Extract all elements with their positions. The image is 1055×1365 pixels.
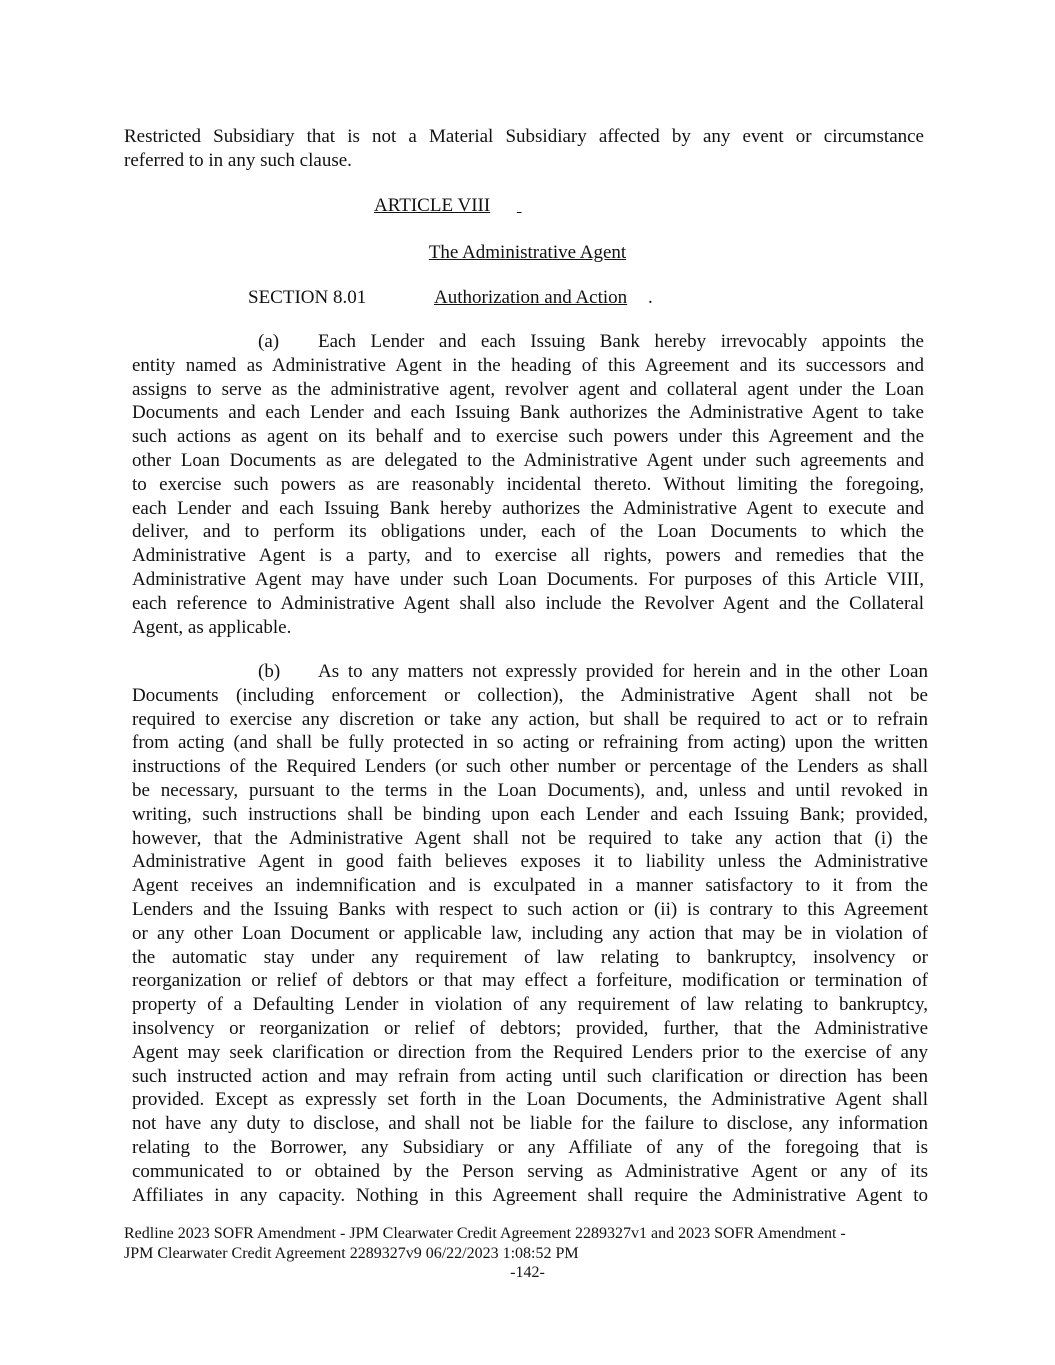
paragraph-a-label: (a) (258, 331, 280, 352)
paragraph-a-line: deliver, and to perform its obligations under, each of the Loan Documents to which the (132, 521, 924, 543)
paragraph-b-line: Lenders and the Issuing Banks with respect to such action or (ii) is contrary to this Agreement (132, 898, 928, 920)
paragraph-b-label: (b) (258, 661, 281, 682)
paragraph-b (132, 660, 928, 1207)
paragraph-a-line: Each Lender and each Issuing Bank hereby irrevocably appoints the (318, 331, 924, 352)
footer-line-1: Redline 2023 SOFR Amendment - JPM Clearwater Credit Agreement 2289327v1 and 2023 SOFR Amendment - (124, 1225, 846, 1242)
paragraph-b-first-line (132, 660, 928, 684)
article-title (0, 241, 1055, 265)
paragraph-b-line: required to exercise any discretion or take any action, but shall be required to act or to refrain (132, 708, 928, 730)
paragraph-b-line: however, that the Administrative Agent shall not be required to take any action that (i) the (132, 827, 928, 849)
paragraph-b-line: Agent may seek clarification or direction from the Required Lenders prior to the exercise of any (132, 1041, 928, 1063)
paragraph-a-line: entity named as Administrative Agent in the heading of this Agreement and its successors and (132, 354, 924, 376)
intro-line: referred to in any such clause. (124, 149, 352, 171)
paragraph-b-line: relating to the Borrower, any Subsidiary or any Affiliate of any of the foregoing that is (132, 1136, 928, 1158)
paragraph-b-line: As to any matters not expressly provided for herein and in the other Loan (318, 661, 928, 682)
paragraph-b-line: or any other Loan Document or applicable law, including any action that may be in violation of (132, 922, 928, 944)
paragraph-b-line: reorganization or relief of debtors or that may effect a forfeiture, modification or termination of (132, 970, 928, 992)
paragraph-a-line: Administrative Agent may have under such Loan Documents. For purposes of this Article VIII, (132, 568, 924, 590)
paragraph-a-line: Agent, as applicable. (132, 616, 292, 638)
paragraph-b-line: communicated to or obtained by the Person serving as Administrative Agent or any of its (132, 1160, 928, 1182)
paragraph-a-line: other Loan Documents as are delegated to the Administrative Agent under such agreements and (132, 449, 924, 471)
paragraph-a-line: each reference to Administrative Agent shall also include the Revolver Agent and the Collateral (132, 592, 924, 614)
section-heading (248, 286, 653, 310)
footer-line-2: JPM Clearwater Credit Agreement 2289327v9 06/22/2023 1:08:52 PM (124, 1245, 579, 1262)
article-number: ARTICLE VIII (374, 195, 491, 216)
article-title-text: The Administrative Agent (428, 242, 627, 263)
paragraph-b-line: property of a Defaulting Lender in violation of any requirement of law relating to bankruptcy, (132, 994, 928, 1016)
paragraph-b-line: Administrative Agent in good faith believes exposes it to liability unless the Administrative (132, 851, 928, 873)
paragraph-a-line: assigns to serve as the administrative agent, revolver agent and collateral agent under the Loan (132, 378, 924, 400)
paragraph-b-line: Affiliates in any capacity. Nothing in this Agreement shall require the Administrative Agent to (132, 1184, 928, 1206)
page-footer (124, 1224, 924, 1264)
intro-line: Restricted Subsidiary that is not a Material Subsidiary affected by any event or circumstance (124, 126, 924, 147)
page-number: -142- (510, 1264, 545, 1281)
intro-paragraph (124, 125, 924, 173)
paragraph-b-line: Documents (including enforcement or collection), the Administrative Agent shall not be (132, 684, 928, 706)
section-title: Authorization and Action (434, 287, 628, 308)
paragraph-b-line: Agent receives an indemnification and is exculpated in a manner satisfactory to it from the (132, 875, 928, 897)
article-underline-trail (490, 194, 548, 218)
paragraph-a-line: to exercise such powers as are reasonably incidental thereto. Without limiting the foregoing, (132, 473, 924, 495)
paragraph-b-line: the automatic stay under any requirement of law relating to bankruptcy, insolvency or (132, 946, 928, 968)
paragraph-b-line: not have any duty to disclose, and shall not be liable for the failure to disclose, any information (132, 1113, 928, 1135)
section-number: SECTION 8.01 (248, 287, 367, 308)
article-heading (374, 194, 548, 218)
paragraph-b-line: instructions of the Required Lenders (or such other number or percentage of the Lenders as shall (132, 756, 928, 778)
section-title-period: . (648, 287, 653, 308)
paragraph-b-line: provided. Except as expressly set forth in the Loan Documents, the Administrative Agent shall (132, 1089, 928, 1111)
paragraph-a (132, 330, 924, 639)
paragraph-b-line: insolvency or reorganization or relief of debtors; provided, further, that the Administrative (132, 1017, 928, 1039)
paragraph-a-line: such actions as agent on its behalf and to exercise such powers under this Agreement and the (132, 426, 924, 448)
paragraph-a-line: Administrative Agent is a party, and to exercise all rights, powers and remedies that the (132, 545, 924, 567)
paragraph-a-line: Documents and each Lender and each Issuing Bank authorizes the Administrative Agent to take (132, 402, 924, 424)
paragraph-a-line: each Lender and each Issuing Bank hereby authorizes the Administrative Agent to execute and (132, 497, 924, 519)
paragraph-a-first-line (132, 330, 924, 354)
paragraph-b-line: writing, such instructions shall be binding upon each Lender and each Issuing Bank; provided, (132, 803, 928, 825)
paragraph-b-line: from acting (and shall be fully protected in so acting or refraining from acting) upon the written (132, 732, 928, 754)
paragraph-b-line: be necessary, pursuant to the terms in the Loan Documents), and, unless and until revoked in (132, 779, 928, 801)
paragraph-b-line: such instructed action and may refrain from acting until such clarification or direction has been (132, 1065, 928, 1087)
